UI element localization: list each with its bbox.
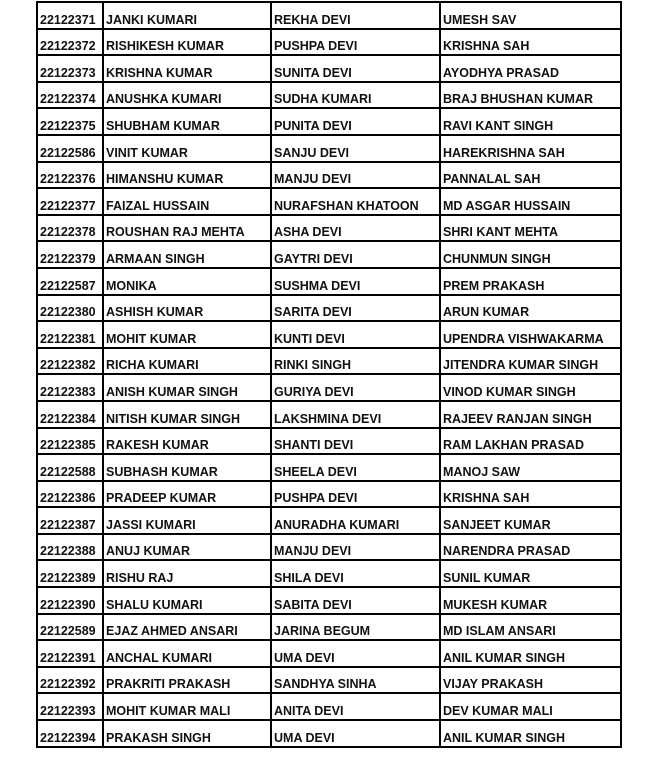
student-name-cell: VINIT KUMAR [103,135,271,162]
student-name-cell: ARMAAN SINGH [103,241,271,268]
father-name-cell: SHRI KANT MEHTA [440,215,621,242]
father-name-cell: HAREKRISHNA SAH [440,135,621,162]
roll-number-cell: 22122390 [37,587,103,614]
student-name-cell: RICHA KUMARI [103,348,271,375]
mother-name-cell: GAYTRI DEVI [271,241,440,268]
student-name-cell: PRAKASH SINGH [103,720,271,747]
student-name-cell: SUBHASH KUMAR [103,454,271,481]
father-name-cell: RAVI KANT SINGH [440,108,621,135]
student-name-cell: JANKI KUMARI [103,2,271,29]
father-name-cell: PANNALAL SAH [440,162,621,189]
father-name-cell: SANJEET KUMAR [440,507,621,534]
mother-name-cell: UMA DEVI [271,720,440,747]
father-name-cell: UMESH SAV [440,2,621,29]
mother-name-cell: PUSHPA DEVI [271,481,440,508]
father-name-cell: JITENDRA KUMAR SINGH [440,348,621,375]
father-name-cell: ARUN KUMAR [440,295,621,322]
father-name-cell: ANIL KUMAR SINGH [440,720,621,747]
roll-number-cell: 22122391 [37,640,103,667]
mother-name-cell: MANJU DEVI [271,534,440,561]
roll-number-cell: 22122587 [37,268,103,295]
mother-name-cell: RINKI SINGH [271,348,440,375]
roll-number-cell: 22122388 [37,534,103,561]
mother-name-cell: SUDHA KUMARI [271,82,440,109]
father-name-cell: MD ISLAM ANSARI [440,614,621,641]
table-row [37,215,621,242]
table-row [37,188,621,215]
student-name-cell: PRAKRITI PRAKASH [103,667,271,694]
father-name-cell: CHUNMUN SINGH [440,241,621,268]
table-row [37,640,621,667]
table-row [37,162,621,189]
mother-name-cell: SHANTI DEVI [271,428,440,455]
table-row [37,693,621,720]
roll-number-cell: 22122383 [37,374,103,401]
mother-name-cell: REKHA DEVI [271,2,440,29]
mother-name-cell: PUNITA DEVI [271,108,440,135]
table-row [37,29,621,56]
mother-name-cell: ASHA DEVI [271,215,440,242]
table-row [37,720,621,747]
roll-number-cell: 22122385 [37,428,103,455]
father-name-cell: KRISHNA SAH [440,481,621,508]
table-row [37,82,621,109]
father-name-cell: MUKESH KUMAR [440,587,621,614]
table-row [37,534,621,561]
table-row [37,454,621,481]
father-name-cell: ANIL KUMAR SINGH [440,640,621,667]
student-name-cell: ANUJ KUMAR [103,534,271,561]
table-row [37,241,621,268]
roll-number-cell: 22122375 [37,108,103,135]
roll-number-cell: 22122377 [37,188,103,215]
table-row [37,667,621,694]
table-row [37,374,621,401]
student-name-cell: JASSI KUMARI [103,507,271,534]
roll-number-cell: 22122381 [37,321,103,348]
mother-name-cell: SUNITA DEVI [271,55,440,82]
student-name-cell: NITISH KUMAR SINGH [103,401,271,428]
roll-number-cell: 22122373 [37,55,103,82]
table-row [37,507,621,534]
roll-number-cell: 22122393 [37,693,103,720]
table-row [37,268,621,295]
table-row [37,295,621,322]
roll-number-cell: 22122372 [37,29,103,56]
mother-name-cell: SANJU DEVI [271,135,440,162]
roll-number-cell: 22122371 [37,2,103,29]
roll-number-cell: 22122386 [37,481,103,508]
student-name-cell: SHUBHAM KUMAR [103,108,271,135]
mother-name-cell: MANJU DEVI [271,162,440,189]
roll-number-cell: 22122392 [37,667,103,694]
student-name-cell: ANCHAL KUMARI [103,640,271,667]
student-name-cell: ROUSHAN RAJ MEHTA [103,215,271,242]
mother-name-cell: SHILA DEVI [271,560,440,587]
student-name-cell: ANUSHKA KUMARI [103,82,271,109]
mother-name-cell: SHEELA DEVI [271,454,440,481]
mother-name-cell: ANITA DEVI [271,693,440,720]
table-row [37,614,621,641]
roll-number-cell: 22122588 [37,454,103,481]
father-name-cell: MD ASGAR HUSSAIN [440,188,621,215]
father-name-cell: UPENDRA VISHWAKARMA [440,321,621,348]
student-table [36,1,622,748]
roll-number-cell: 22122384 [37,401,103,428]
father-name-cell: MANOJ SAW [440,454,621,481]
roll-number-cell: 22122382 [37,348,103,375]
table-row [37,587,621,614]
table-row [37,321,621,348]
father-name-cell: RAM LAKHAN PRASAD [440,428,621,455]
roll-number-cell: 22122389 [37,560,103,587]
roll-number-cell: 22122589 [37,614,103,641]
mother-name-cell: KUNTI DEVI [271,321,440,348]
father-name-cell: KRISHNA SAH [440,29,621,56]
roll-number-cell: 22122586 [37,135,103,162]
father-name-cell: BRAJ BHUSHAN KUMAR [440,82,621,109]
mother-name-cell: ANURADHA KUMARI [271,507,440,534]
student-name-cell: FAIZAL HUSSAIN [103,188,271,215]
roll-number-cell: 22122378 [37,215,103,242]
father-name-cell: SUNIL KUMAR [440,560,621,587]
student-name-cell: RISHU RAJ [103,560,271,587]
mother-name-cell: LAKSHMINA DEVI [271,401,440,428]
table-row [37,481,621,508]
mother-name-cell: UMA DEVI [271,640,440,667]
student-name-cell: MOHIT KUMAR [103,321,271,348]
table-row [37,428,621,455]
roll-number-cell: 22122376 [37,162,103,189]
roll-number-cell: 22122380 [37,295,103,322]
father-name-cell: NARENDRA PRASAD [440,534,621,561]
roll-number-cell: 22122394 [37,720,103,747]
table-row [37,348,621,375]
student-name-cell: PRADEEP KUMAR [103,481,271,508]
father-name-cell: VINOD KUMAR SINGH [440,374,621,401]
student-name-cell: ANISH KUMAR SINGH [103,374,271,401]
student-name-cell: EJAZ AHMED ANSARI [103,614,271,641]
father-name-cell: VIJAY PRAKASH [440,667,621,694]
table-row [37,135,621,162]
father-name-cell: DEV KUMAR MALI [440,693,621,720]
student-name-cell: HIMANSHU KUMAR [103,162,271,189]
mother-name-cell: GURIYA DEVI [271,374,440,401]
mother-name-cell: SUSHMA DEVI [271,268,440,295]
table-body [37,2,621,747]
father-name-cell: RAJEEV RANJAN SINGH [440,401,621,428]
student-name-cell: MONIKA [103,268,271,295]
mother-name-cell: SANDHYA SINHA [271,667,440,694]
table-row [37,55,621,82]
table-row [37,401,621,428]
table-row [37,560,621,587]
father-name-cell: AYODHYA PRASAD [440,55,621,82]
mother-name-cell: JARINA BEGUM [271,614,440,641]
mother-name-cell: SARITA DEVI [271,295,440,322]
father-name-cell: PREM PRAKASH [440,268,621,295]
student-name-cell: KRISHNA KUMAR [103,55,271,82]
table-row [37,108,621,135]
mother-name-cell: PUSHPA DEVI [271,29,440,56]
student-name-cell: ASHISH KUMAR [103,295,271,322]
student-name-cell: RAKESH KUMAR [103,428,271,455]
roll-number-cell: 22122374 [37,82,103,109]
roll-number-cell: 22122387 [37,507,103,534]
roll-number-cell: 22122379 [37,241,103,268]
student-name-cell: RISHIKESH KUMAR [103,29,271,56]
mother-name-cell: SABITA DEVI [271,587,440,614]
student-name-cell: SHALU KUMARI [103,587,271,614]
mother-name-cell: NURAFSHAN KHATOON [271,188,440,215]
table-row [37,2,621,29]
student-name-cell: MOHIT KUMAR MALI [103,693,271,720]
